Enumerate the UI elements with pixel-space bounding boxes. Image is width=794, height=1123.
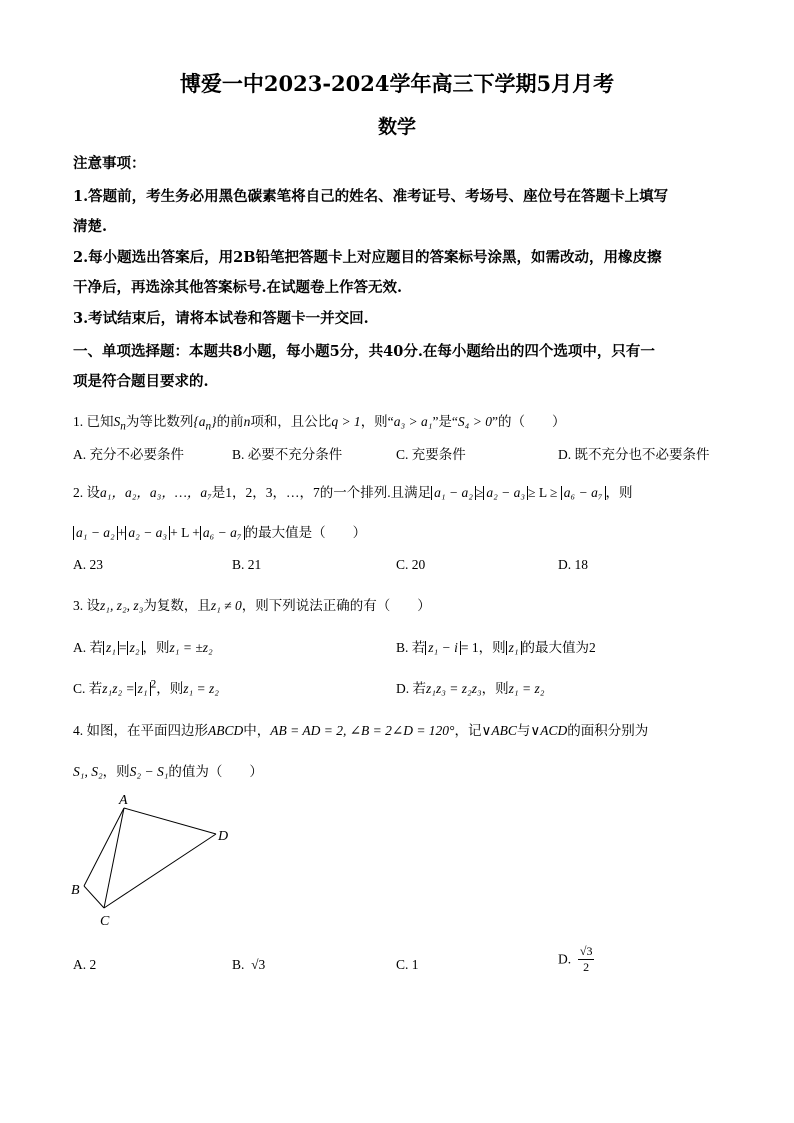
q1-option-c: C. 充要条件 [396,447,466,462]
q4-option-c: C. 1 [396,957,419,972]
notice-item-1-line-2: 清楚. [73,218,108,235]
q2-chain-1: a₁ − a₂ [431,486,476,500]
question-3 [73,594,431,614]
edge-ad [124,808,216,834]
label-d: D [218,829,229,844]
q3-cond: z₁ ≠ 0 [210,598,242,613]
q2-sum-2: a₂ − a₃ [125,526,170,540]
q1-text-g: ”的（ ） [491,414,566,429]
q2-text-c: ，则 [605,485,633,500]
diagonal-ac [104,808,124,908]
question-4-line-1: 4. 如图，在平面四边形ABCD中，AB = AD = 2, ∠B = 2∠D = 120°，记∨ABC与∨ACD的面积分别为 [73,723,649,738]
label-a: A [119,793,128,808]
edge-ab [84,808,124,886]
q1-text-e: ，则“ [360,414,394,429]
q1-cond-1: a₃ > a₁ [393,414,433,429]
edge-dc [104,834,216,908]
q2-plus-2: + L + [170,525,200,540]
q2-ge-2: ≥ L ≥ [528,485,558,500]
q3-vars: z₁, z₂, z₃ [100,598,144,613]
edge-bc [84,886,104,908]
notice-item-3: 3.考试结束后，请将本试卷和答题卡一并交回. [73,310,369,327]
q2-option-a: A. 23 [73,557,103,572]
q1-n: n [243,414,251,429]
question-4-line-2: S₁, S₂，则S₂ − S₁的值为（ ） [73,764,263,779]
q2-sum-3: a₆ − a₇ [200,526,245,540]
q2-text-a: 2. 设 [73,485,100,500]
q3-option-c: C. 若z₁z₂ = z₁ $^2$，则z₁ = z₂ [73,678,219,696]
exam-title: 博爱一中2023-2024学年高三下学期5月月考 [179,71,615,96]
q2-option-c: C. 20 [396,557,426,572]
q1-option-a: A. 充分不必要条件 [73,447,184,462]
q3-option-a: A. 若 z₁ = z₂ ，则z₁ = ±z₂ [73,640,213,655]
q2-sum-1: a₁ − a₂ [73,526,118,540]
q1-text-f: ”是“ [432,414,458,429]
q4-option-a: A. 2 [73,957,97,972]
q1-option-b: B. 必要不充分条件 [232,447,343,462]
q1-text-d: 项和，且公比 [250,414,332,429]
q1-cond-q: q > 1 [331,414,361,429]
question-2-line-2 [73,521,366,541]
section-heading-line-2: 项是符合题目要求的. [73,373,209,390]
quadrilateral-figure [60,790,260,930]
label-c: C [100,914,110,929]
q2-option-b: B. 21 [232,557,262,572]
q2-ge-1: ≥ [475,485,484,500]
q1-sequence: $\{a_n\}$ [193,414,217,433]
question-1 [73,410,565,433]
q2-chain-2: a₂ − a₃ [483,486,528,500]
label-b: B [71,883,80,898]
q3-text-c: ，则下列说法正确的有（ ） [241,598,431,613]
q2-text-b: 是1，2，3，…，7的一个排列.且满足 [211,485,432,500]
q3-option-b: B. 若 z₁ − i = 1，则 z₁ 的最大值为2 [396,640,596,655]
q1-text-c: 的前 [216,414,244,429]
q3-option-d: D. 若z₁z₃ = z₂z₃，则z₁ = z₂ [396,681,545,696]
q3-text-b: 为复数，且 [143,598,211,613]
q1-cond-2: S₄ > 0 [457,414,492,429]
notice-heading: 注意事项： [73,155,146,172]
q1-text-b: 为等比数列 [125,414,194,429]
q2-chain-3: a₆ − a₇ [561,486,606,500]
q1-option-d: D. 既不充分也不必要条件 [558,447,710,462]
q2-option-d: D. 18 [558,557,588,572]
q4-option-b: B. √3 [232,957,266,972]
notice-item-2-line-2: 干净后，再选涂其他答案标号.在试题卷上作答无效. [73,279,403,296]
question-2-line-1 [73,481,633,501]
subject-title: 数学 [377,116,416,138]
notice-item-2-line-1: 2.每小题选出答案后，用2B铅笔把答题卡上对应题目的答案标号涂黑，如需改动，用橡皮擦 [73,249,662,266]
notice-item-1-line-1: 1.答题前，考生务必用黑色碳素笔将自己的姓名、准考证号、考场号、座位号在答题卡上填写 [73,188,669,205]
q1-text-a: 1. 已知 [73,414,114,429]
section-heading-line-1: 一、单项选择题：本题共8小题，每小题5分，共40分.在每小题给出的四个选项中，只有一 [73,343,655,360]
q2-plus-1: + [117,525,126,540]
q2-vars: a₁，a₂，a₃，…，a₇ [100,485,212,500]
q1-sn: $S_n$ [113,414,126,433]
q4-option-d: D. $\frac{√3}{2}$ [558,944,593,974]
q2-text-d: 的最大值是（ ） [244,525,367,540]
q3-text-a: 3. 设 [73,598,100,613]
